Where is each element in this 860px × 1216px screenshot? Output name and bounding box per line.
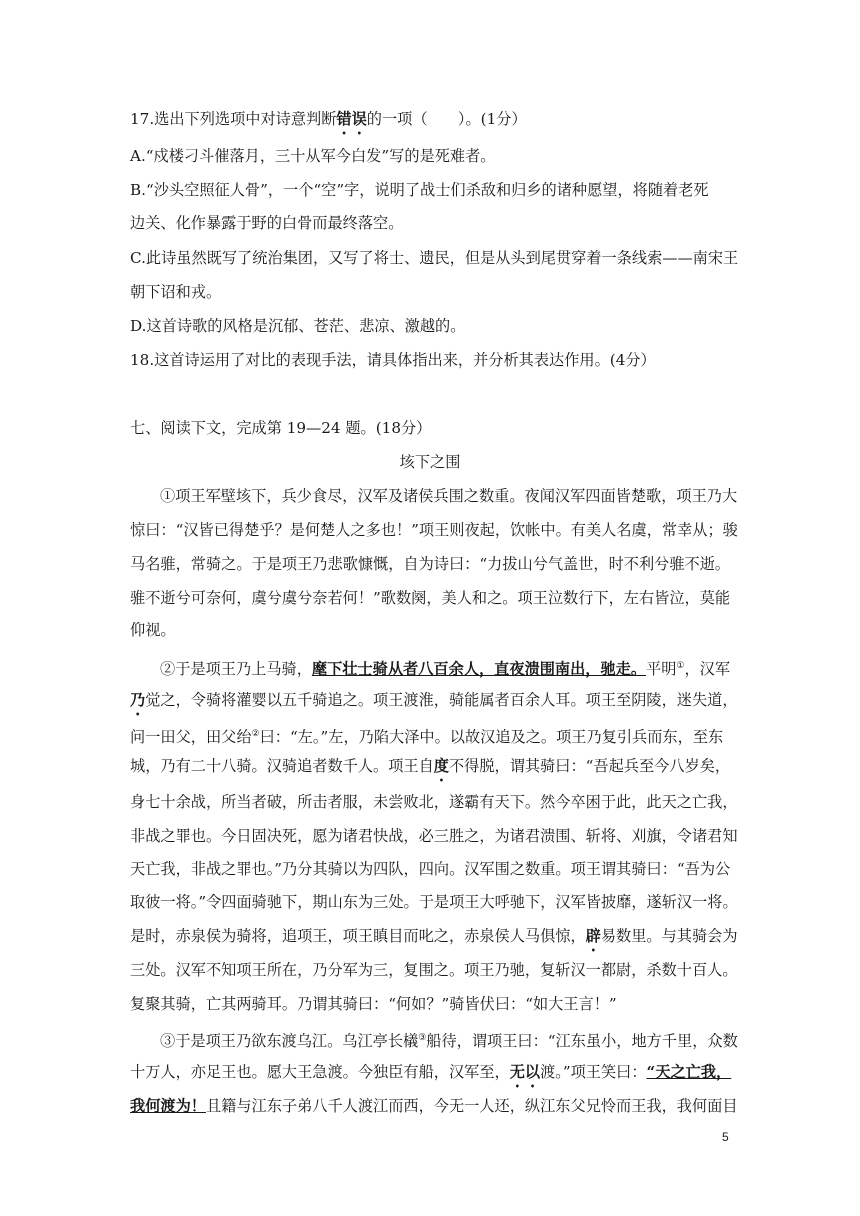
footnote-marker-3: ③ — [418, 1033, 427, 1043]
q17-option-a: A.“戍楼刁斗催落月，三十从军今白发”写的是死难者。 — [130, 147, 496, 165]
p2-line1 — [160, 656, 730, 679]
p2-line3-end: 曰：“左。”左，乃陷大泽中。以故汉追及之。项王乃复引兵而东，至东 — [259, 728, 724, 747]
p2-line9 — [130, 926, 738, 955]
p2-line7: 天亡我，非战之罪也。”乃分其骑以为四队，四向。汉军围之数重。项王谓其骑曰：“吾为公 — [130, 860, 731, 878]
q17-option-b-line2: 边关、化作暴露于野的白骨而最终落空。 — [130, 214, 404, 232]
q17-option-c-line1: C.此诗虽然既写了统治集团，又写了将士、遗民，但是从头到尾贯穿着一条线索——南宋王 — [130, 249, 739, 267]
p3-line1-end: 船待，谓项王曰：“江东虽小，地方千里，众数 — [426, 1032, 738, 1051]
p3-underlined-quote-part1: “天之亡我， — [646, 1063, 732, 1081]
p2-line3 — [130, 724, 723, 747]
p2-line3-start: 问一田父，田父绐 — [130, 728, 252, 747]
p3-line3-end: 且籍与江东子弟八千人渡江而西，今无一人还，纵江东父兄怜而王我，我何面目 — [205, 1097, 738, 1115]
page-number: 5 — [722, 1130, 729, 1144]
p2-line2 — [130, 690, 738, 719]
footnote-marker-2: ② — [251, 729, 260, 739]
p2-line1-end: ，汉军 — [684, 660, 731, 679]
p3-line1 — [160, 1028, 738, 1051]
p2-line6: 非战之罪也。今日固决死，愿为诸君快战，必三胜之，为诸君溃围、斩将、刈旗，令诸君知 — [130, 827, 738, 845]
p2-emphasis-nai: 乃 — [130, 691, 146, 709]
p3-underlined-quote-part2: 我何渡为！ — [130, 1097, 206, 1115]
p1-line3: 马名骓，常骑之。于是项王乃悲歌慷慨，自为诗曰：“力拔山兮气盖世，时不利兮骓不逝。 — [130, 555, 731, 573]
p2-line9-start: 是时，赤泉侯为骑将，追项王，项王瞋目而叱之，赤泉侯人马俱惊， — [130, 927, 586, 945]
q17-stem — [130, 109, 527, 138]
p2-line4-end: 不得脱，谓其骑曰：“吾起兵至今八岁矣， — [448, 757, 731, 775]
p3-emphasis-wuyi: 无以 — [509, 1063, 541, 1081]
p2-line4 — [130, 756, 730, 785]
q17-stem-start: 17.选出下列选项中对诗意判断 — [130, 110, 337, 128]
p2-line9-end: 易数里。与其骑会为 — [600, 927, 738, 945]
p3-line2-start: 十万人，亦足王也。愿大王急渡。今独臣有船，汉军至， — [130, 1063, 510, 1081]
p2-line2-text: 觉之，令骑将灌婴以五千骑追之。项王渡淮，骑能属者百余人耳。项王至阴陵，迷失道， — [145, 691, 738, 709]
section-7-heading: 七、阅读下文，完成第 19—24 题。(18分） — [130, 419, 432, 437]
p3-line3 — [130, 1096, 738, 1116]
p2-line4-start: 城，乃有二十八骑。汉骑追者数千人。项王自 — [130, 757, 434, 775]
p2-line10: 三处。汉军不知项王所在，乃分军为三，复围之。项王乃驰，复斩汉一都尉，杀数十百人。 — [130, 961, 738, 979]
p2-emphasis-du: 度 — [433, 757, 449, 775]
p2-emphasis-bi: 辟 — [585, 927, 601, 945]
footnote-marker-1: ① — [676, 661, 685, 671]
q18-stem: 18.这首诗运用了对比的表现手法，请具体指出来，并分析其表达作用。(4分） — [130, 351, 656, 369]
p3-line1-start: ③于是项王乃欲东渡乌江。乌江亭长檥 — [160, 1032, 419, 1051]
p3-line2 — [130, 1062, 731, 1091]
p2-underlined-sentence: 麾下壮士骑从者八百余人，直夜溃围南出，驰走。 — [311, 660, 646, 679]
p1-line2: 惊曰：“汉皆已得楚乎？是何楚人之多也！”项王则夜起，饮帐中。有美人名虞，常幸从；骏 — [130, 521, 738, 539]
p3-line2-mid: 渡。”项王笑曰： — [540, 1063, 647, 1081]
q17-emphasis-word: 错误 — [336, 110, 367, 128]
p1-line5: 仰视。 — [130, 621, 176, 639]
p2-line5: 身七十余战，所当者破，所击者服，未尝败北，遂霸有天下。然今卒困于此，此天之亡我， — [130, 793, 738, 811]
article-title: 垓下之围 — [399, 453, 461, 471]
q17-option-c-line2: 朝下诏和戎。 — [130, 283, 222, 301]
q17-option-b-line1: B.“沙头空照征人骨”，一个“空”字，说明了战士们杀敌和归乡的诸种愿望，将随着老死 — [130, 181, 709, 199]
p2-line11: 复聚其骑，亡其两骑耳。乃谓其骑曰：“何如？”骑皆伏曰：“如大王言！” — [130, 995, 617, 1013]
p2-line8: 取彼一将。”令四面骑驰下，期山东为三处。于是项王大呼驰下，汉军皆披靡，遂斩汉一将。 — [130, 893, 738, 911]
q17-stem-end: 的一项（ ）。(1分） — [366, 110, 527, 128]
p2-line1-start: ②于是项王乃上马骑， — [160, 660, 312, 679]
p1-line1: ①项王军壁垓下，兵少食尽，汉军及诸侯兵围之数重。夜闻汉军四面皆楚歌，项王乃大 — [160, 487, 738, 505]
q17-option-d: D.这首诗歌的风格是沉郁、苍茫、悲凉、激越的。 — [130, 317, 466, 335]
p2-line1-pingming: 平明 — [646, 660, 677, 679]
p1-line4: 骓不逝兮可奈何，虞兮虞兮奈若何！”歌数阕，美人和之。项王泣数行下，左右皆泣，莫能 — [130, 589, 731, 607]
